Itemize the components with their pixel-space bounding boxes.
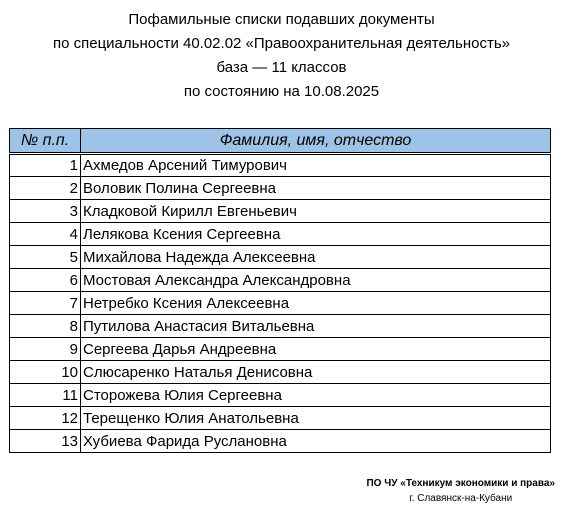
document-header xyxy=(0,8,563,104)
row-number: 4 xyxy=(10,223,81,246)
row-number: 7 xyxy=(10,292,81,315)
footer-organization: ПО ЧУ «Техникум экономики и права» xyxy=(366,478,555,489)
header-specialty-line: по специальности 40.02.02 «Правоохранительная деятельность» xyxy=(52,35,511,52)
row-number: 2 xyxy=(10,177,81,200)
table-header-row xyxy=(10,129,551,154)
table-row xyxy=(10,384,551,407)
row-number: 12 xyxy=(10,407,81,430)
row-full-name: Сергеева Дарья Андреевна xyxy=(81,338,551,361)
column-header-name: Фамилия, имя, отчество xyxy=(81,129,551,154)
row-number: 13 xyxy=(10,430,81,453)
row-full-name: Ахмедов Арсений Тимурович xyxy=(81,154,551,177)
table-row xyxy=(10,430,551,453)
document-footer xyxy=(366,476,555,506)
row-full-name: Воловик Полина Сергеевна xyxy=(81,177,551,200)
table-row xyxy=(10,177,551,200)
row-number: 5 xyxy=(10,246,81,269)
row-full-name: Кладковой Кирилл Евгеньевич xyxy=(81,200,551,223)
table-row xyxy=(10,315,551,338)
row-full-name: Мостовая Александра Александровна xyxy=(81,269,551,292)
row-number: 9 xyxy=(10,338,81,361)
header-date-line: по состоянию на 10.08.2025 xyxy=(183,83,380,100)
row-number: 10 xyxy=(10,361,81,384)
footer-city: г. Славянск-на-Кубани xyxy=(409,493,513,504)
row-full-name: Лелякова Ксения Сергеевна xyxy=(81,223,551,246)
row-number: 8 xyxy=(10,315,81,338)
row-full-name: Нетребко Ксения Алексеевна xyxy=(81,292,551,315)
row-full-name: Сторожева Юлия Сергеевна xyxy=(81,384,551,407)
row-number: 6 xyxy=(10,269,81,292)
applicants-table xyxy=(9,128,551,453)
table-row xyxy=(10,407,551,430)
table-row xyxy=(10,223,551,246)
table-row xyxy=(10,200,551,223)
table-row xyxy=(10,338,551,361)
table-row xyxy=(10,269,551,292)
row-full-name: Путилова Анастасия Витальевна xyxy=(81,315,551,338)
header-base-line: база — 11 классов xyxy=(216,59,347,76)
table-row xyxy=(10,246,551,269)
row-number: 3 xyxy=(10,200,81,223)
table-row xyxy=(10,292,551,315)
row-full-name: Терещенко Юлия Анатольевна xyxy=(81,407,551,430)
row-number: 1 xyxy=(10,154,81,177)
table-row xyxy=(10,361,551,384)
table-row xyxy=(10,154,551,177)
header-title-line: Пофамильные списки подавших документы xyxy=(128,11,435,28)
row-number: 11 xyxy=(10,384,81,407)
table-body xyxy=(10,154,551,453)
row-full-name: Хубиева Фарида Руслановна xyxy=(81,430,551,453)
row-full-name: Слюсаренко Наталья Денисовна xyxy=(81,361,551,384)
row-full-name: Михайлова Надежда Алексеевна xyxy=(81,246,551,269)
column-header-number: № п.п. xyxy=(10,129,81,154)
